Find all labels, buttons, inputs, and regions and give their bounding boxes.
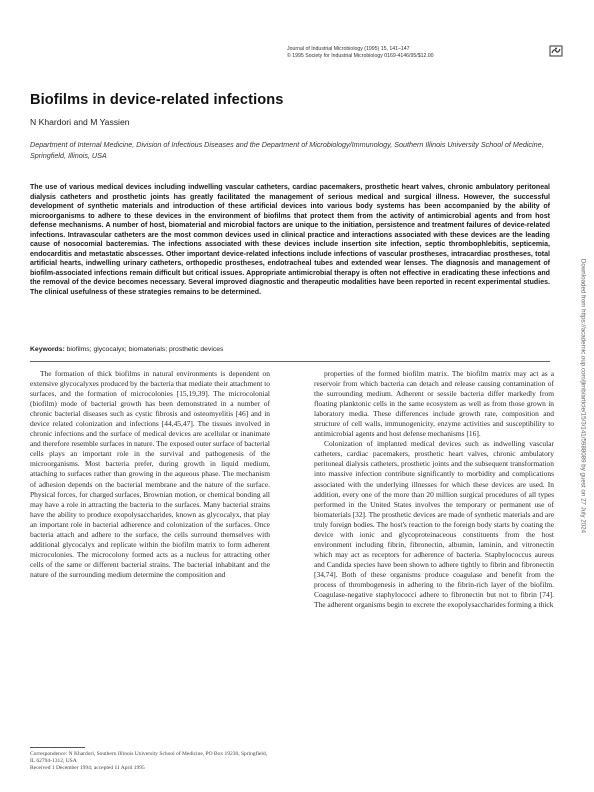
body-column-right	[314, 369, 554, 610]
article-title: Biofilms in device-related infections	[30, 92, 284, 108]
section-divider	[30, 361, 550, 362]
footnote-divider	[30, 747, 85, 748]
body-paragraph: The formation of thick biofilms in natural environments is dependent on extensive glycocalyxes produced by the bacteria that mediate their attachment to surfaces, and the formation of microcolonies [15,19,39]. The microcolonial (biofilm) mode of bacterial growth has been demonstrated in a number of chronic bacterial diseases such as cystic fibrosis and osteomyelitis [46] and in device related colonization and infections [44,45,47]. The tissues involved in chronic infections and the surface of medical devices are acellular or inanimate and therefore resemble surfaces in nature. The exposed outer surface of bacterial cells plays an important role in the survival and pathogenesis of the microorganisms. Most bacteria prefer, during growth in liquid medium, attaching to surfaces rather than growing in the aqueous phase. The mechanism of adhesion depends on the bacterial membrane and the nature of the surface. Physical forces, for charged surfaces, Brownian motion, or chemical bonding all may have a role in attracting the bacteria to the surfaces. Many bacterial strains have the ability to produce exopolysaccharides, known as glycocalyx, that play an important role in bacterial adherence and colonization of the surfaces. Once bacteria attach and adhere to the surface, the cells surround themselves with additional glycocalyx and replicate within the biofilm matrix to form adherent microcolonies. The microcolony formed acts as a nucleus for attracting other cells of the same or different bacterial strains. The bacterial inhabitant and the nature of the surrounding medium determine the composition and	[30, 369, 270, 579]
download-watermark: Downloaded from https://academic.oup.com/jimb/article/15/3/141/5988089 by guest on 27 July 2024	[579, 258, 587, 534]
keywords-text: biofilms; glycocalyx; biomaterials; prosthetic devices	[66, 346, 224, 353]
footnote	[30, 751, 270, 772]
journal-copyright: © 1995 Society for Industrial Microbiology 0169-4146/95/$12.00	[287, 53, 434, 59]
body-column-left	[30, 369, 270, 580]
author-affiliation: Department of Internal Medicine, Division of Infectious Diseases and the Department of Microbiology/Immunology, Southern Illinois University School of Medicine, Springfield, Illinois, USA	[30, 140, 544, 160]
received-dates: Received 1 December 1994; accepted 11 April 1995	[30, 765, 145, 771]
correspondence-note: Correspondence: N Khardori, Southern Illinois University School of Medicine, PO Box 19230, Springfield, IL 62794-1312, USA	[30, 751, 268, 764]
journal-citation-block	[287, 46, 517, 60]
article-authors: N Khardori and M Yassien	[30, 117, 130, 127]
publisher-logo-icon	[549, 44, 563, 58]
abstract: The use of various medical devices including indwelling vascular catheters, cardiac pacemakers, prosthetic heart valves, chronic ambulatory peritoneal dialysis catheters and prosthetic joints has greatly facilitated the management of serious medical and surgical illness. However, the successful development of synthetic materials and introduction of these artificial devices into various body systems has been accompanied by the ability of microorganisms to adhere to these devices in the environment of biofilms that protect them from the activity of antimicrobial agents and from host defense mechanisms. A number of host, biomaterial and microbial factors are unique to the initiation, persistence and treatment failures of device-related infections. Intravascular catheters are the most common devices used in clinical practice and interactions associated with these devices are the leading cause of nosocomial bacteremias. The infections associated with these devices include insertion site infection, septic thrombophlebitis, septicemia, endocarditis and metastatic abscesses. Other important device-related infections include infections of vascular prostheses, intracardiac prostheses, total artificial hearts, indwelling urinary catheters, orthopedic prostheses, endotracheal tubes and extended wear lenses. The diagnosis and management of biofilm-associated infections remain difficult but critical issues. Appropriate antimicrobial therapy is often not effective in eradicating these infections and the removal of the device becomes necessary. Several improved diagnostic and therapeutic modalities have been reported in recent experimental studies. The clinical usefulness of these strategies remains to be determined.	[30, 184, 550, 296]
keywords-label: Keywords:	[30, 346, 65, 353]
journal-citation: Journal of Industrial Microbiology (1995) 15, 141–147	[287, 46, 410, 52]
body-paragraph: properties of the formed biofilm matrix. The biofilm matrix may act as a reservoir from which bacteria can detach and release causing contamination of the surrounding medium. Adherent or sessile bacteria differ markedly from floating planktonic cells in the same ecosystem as well as from those grown in laboratory media. These differences include growth rate, composition and structure of cell walls, immunogenicity, enzyme activities and susceptibility to antimicrobial agents and host defense mechanisms [16].	[314, 369, 554, 439]
body-paragraph: Colonization of implanted medical devices such as indwelling vascular catheters, cardiac pacemakers, prosthetic heart valves, chronic ambulatory peritoneal dialysis catheters, prosthetic joints and the subsequent transformation into massive infection contribute significantly to morbidity and complications associated with the underlying illnesses for which these devices are used. In addition, every one of the more than 20 million surgical procedures of all types performed in the United States involves the temporary or permanent use of biomaterials [32]. The prosthetic devices are made of synthetic materials and are truly foreign bodies. The host's reaction to the foreign body starts by coating the device with ionic and glycoproteinaceous constituents from the host environment including fibrin, fibronectin, albumin, laminin, and vitronectin which may act as receptors for adherence of bacteria. Staphylococcus aureus and Candida species have been shown to adhere tightly to fibrin and fibronectin [34,74]. Both of these organisms produce coagulase and benefit from the process of thrombogenesis in adhering to the fibrin-rich layer of the biofilm. Coagulase-negative staphylococci adhere to fibronectin but not to fibrin [74]. The adherent organisms begin to excrete the exopolysaccharides forming a thick	[314, 439, 554, 610]
keywords	[30, 346, 550, 353]
